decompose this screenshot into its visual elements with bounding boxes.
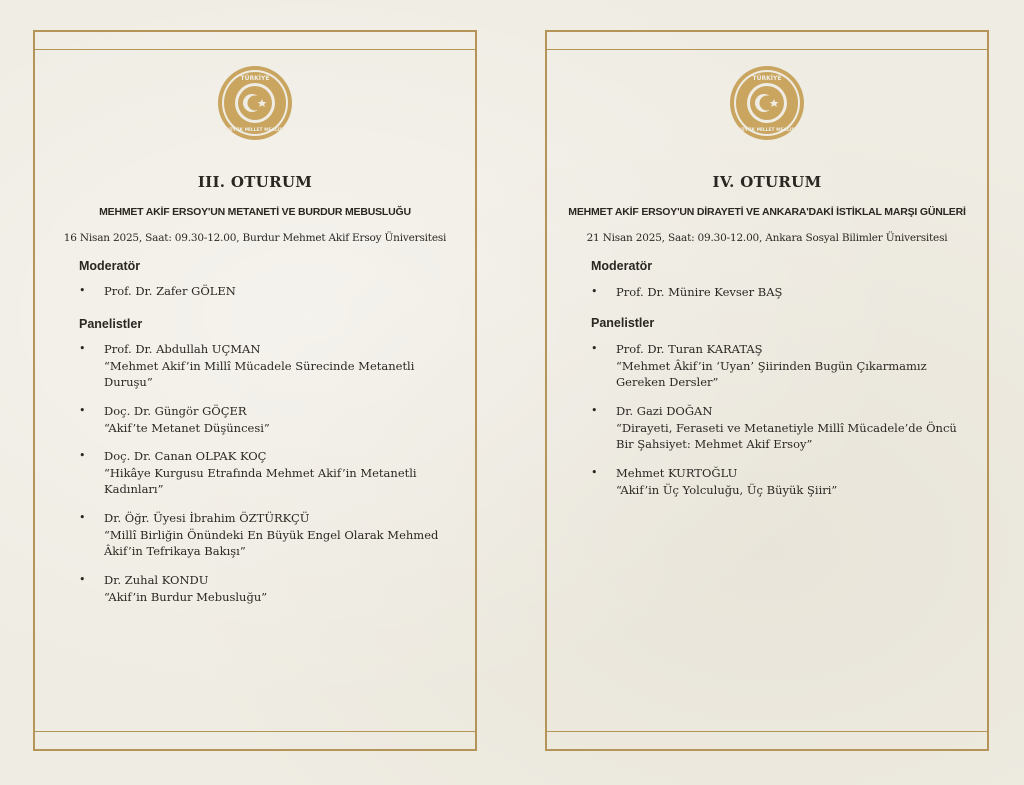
moderator-list bbox=[591, 284, 967, 300]
bullet-icon: • bbox=[591, 342, 598, 355]
list-item bbox=[79, 448, 455, 510]
panelist-list bbox=[591, 341, 967, 501]
seal-text-top: TÜRKİYE bbox=[752, 75, 782, 82]
moderator-list bbox=[79, 283, 455, 299]
list-item bbox=[591, 341, 967, 403]
session-title: IV. OTURUM bbox=[712, 173, 822, 191]
bullet-icon: • bbox=[79, 404, 86, 417]
bottom-rule bbox=[547, 731, 987, 732]
panelist-name: Doç. Dr. Güngör GÖÇER bbox=[104, 404, 247, 418]
paper-title: “Mehmet Akif’in Millî Mücadele Sürecinde Metanetli Duruşu” bbox=[104, 359, 415, 389]
paper-title: “Millî Birliğin Önündeki En Büyük Engel Olarak Mehmed Âkif’in Tefrikaya Bakışı” bbox=[104, 528, 439, 558]
tbmm-seal-icon bbox=[729, 65, 805, 141]
bullet-icon: • bbox=[591, 466, 598, 479]
session-subtitle: MEHMET AKİF ERSOY'UN METANETİ VE BURDUR MEBUSLUĞU bbox=[99, 206, 411, 218]
session-date: 16 Nisan 2025, Saat: 09.30-12.00, Burdur Mehmet Akif Ersoy Üniversitesi bbox=[63, 232, 447, 244]
session-date: 21 Nisan 2025, Saat: 09.30-12.00, Ankara Sosyal Bilimler Üniversitesi bbox=[586, 232, 948, 244]
bullet-icon: • bbox=[79, 342, 86, 355]
seal-text-top: TÜRKİYE bbox=[240, 75, 270, 82]
list-item bbox=[591, 465, 967, 501]
bottom-rule bbox=[35, 731, 475, 732]
paper-title: “Akif’te Metanet Düşüncesi” bbox=[104, 421, 270, 435]
bullet-icon: • bbox=[79, 573, 86, 586]
session-title: III. OTURUM bbox=[197, 173, 313, 191]
paper-title: “Akif’in Burdur Mebusluğu” bbox=[104, 590, 268, 604]
panelist-name: Dr. Gazi DOĞAN bbox=[616, 404, 713, 418]
moderator-name: Prof. Dr. Zafer GÖLEN bbox=[104, 284, 236, 298]
paper-title: “Dirayeti, Feraseti ve Metanetiyle Millî Mücadele’de Öncü Bir Şahsiyet: Mehmet Akif Ersoy” bbox=[616, 421, 957, 451]
session-panel-left bbox=[33, 30, 477, 751]
panelist-name: Prof. Dr. Turan KARATAŞ bbox=[616, 342, 763, 356]
tbmm-seal-icon bbox=[217, 65, 293, 141]
panelist-list bbox=[79, 341, 455, 608]
bullet-icon: • bbox=[79, 284, 86, 297]
seal-text-bottom: BÜYÜK MİLLET MECLİSİ bbox=[225, 128, 285, 133]
panelist-name: Dr. Öğr. Üyesi İbrahim ÖZTÜRKÇÜ bbox=[104, 511, 310, 525]
list-item bbox=[591, 284, 967, 300]
paper-title: “Akif’in Üç Yolculuğu, Üç Büyük Şiiri” bbox=[616, 483, 838, 497]
top-rule bbox=[35, 49, 475, 50]
panelist-name: Prof. Dr. Abdullah UÇMAN bbox=[104, 342, 261, 356]
list-item bbox=[79, 510, 455, 572]
session-subtitle: MEHMET AKİF ERSOY'UN DİRAYETİ VE ANKARA'DAKİ İSTİKLAL MARŞI GÜNLERİ bbox=[568, 206, 966, 218]
list-item bbox=[79, 403, 455, 448]
session-panel-right bbox=[545, 30, 989, 751]
moderator-heading: Moderatör bbox=[79, 259, 141, 273]
panelist-name: Dr. Zuhal KONDU bbox=[104, 573, 209, 587]
bullet-icon: • bbox=[591, 404, 598, 417]
bullet-icon: • bbox=[79, 449, 86, 462]
paper-title: “Hikâye Kurgusu Etrafında Mehmet Akif’in Metanetli Kadınları” bbox=[104, 466, 417, 496]
panelist-name: Mehmet KURTOĞLU bbox=[616, 466, 738, 480]
panelists-heading: Panelistler bbox=[79, 317, 143, 331]
list-item bbox=[79, 283, 455, 299]
list-item bbox=[591, 403, 967, 465]
list-item bbox=[79, 341, 455, 403]
list-item bbox=[79, 572, 455, 608]
panelists-heading: Panelistler bbox=[591, 316, 655, 330]
top-rule bbox=[547, 49, 987, 50]
moderator-heading: Moderatör bbox=[591, 259, 653, 273]
panelist-name: Doç. Dr. Canan OLPAK KOÇ bbox=[104, 449, 267, 463]
paper-title: “Mehmet Âkif’in ‘Uyan’ Şiirinden Bugün Çıkarmamız Gereken Dersler” bbox=[616, 359, 927, 389]
moderator-name: Prof. Dr. Münire Kevser BAŞ bbox=[616, 285, 783, 299]
bullet-icon: • bbox=[591, 285, 598, 298]
seal-text-bottom: BÜYÜK MİLLET MECLİSİ bbox=[737, 128, 797, 133]
bullet-icon: • bbox=[79, 511, 86, 524]
